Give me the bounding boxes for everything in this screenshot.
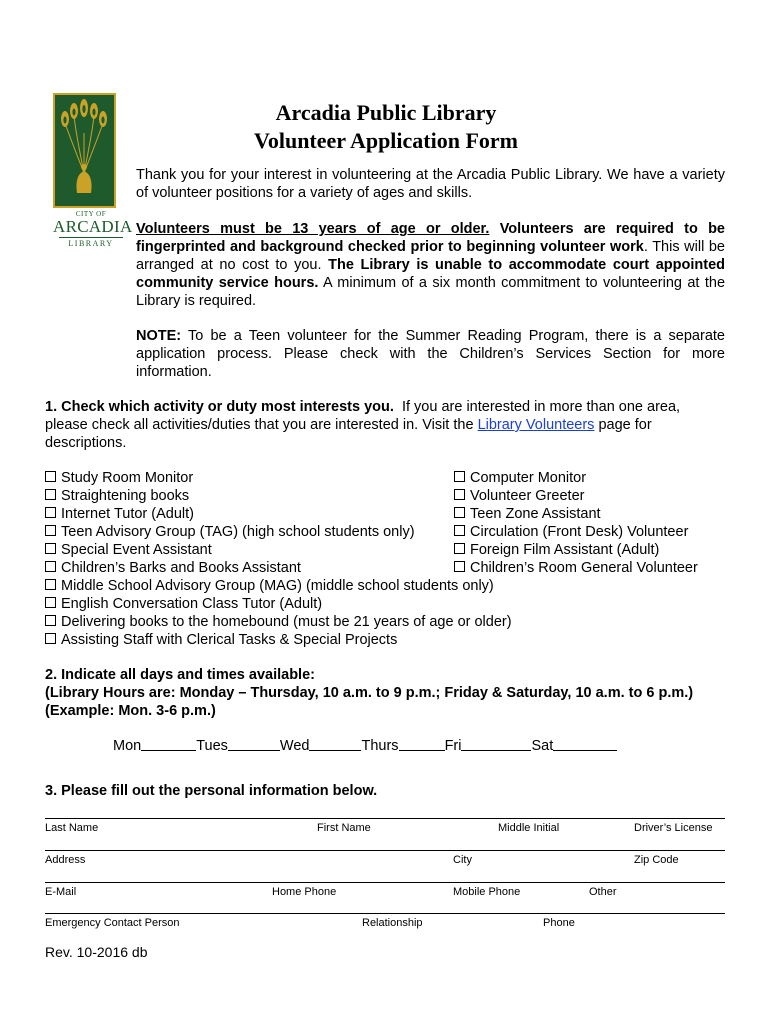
- checkbox-icon[interactable]: [454, 525, 465, 536]
- note-paragraph: [136, 327, 725, 381]
- fingerprint-requirement: Volunteers are required to be fingerprinted and background checked prior to beginning volunteer work: [136, 221, 725, 255]
- address-label: Address: [45, 854, 86, 866]
- option-clerical-tasks[interactable]: Assisting Staff with Clerical Tasks & Special Projects: [45, 631, 512, 649]
- option-middle-school-advisory[interactable]: Middle School Advisory Group (MAG) (middle school students only): [45, 577, 512, 595]
- checkbox-icon[interactable]: [45, 615, 56, 626]
- cost-text: . This will be arranged at no cost to you.: [136, 239, 725, 273]
- checkbox-icon[interactable]: [45, 489, 56, 500]
- city-label: City: [453, 854, 472, 866]
- library-logo: [53, 93, 116, 208]
- logo-wordmark: [53, 210, 133, 250]
- section1-text-end: page for descriptions.: [45, 417, 652, 451]
- court-hours-notice: The Library is unable to accommodate court appointed community service hours.: [136, 257, 726, 291]
- option-study-room-monitor[interactable]: Study Room Monitor: [45, 469, 512, 487]
- checkbox-icon[interactable]: [45, 471, 56, 482]
- availability-days: [113, 737, 617, 755]
- checkbox-icon[interactable]: [45, 597, 56, 608]
- option-teen-advisory-group[interactable]: Teen Advisory Group (TAG) (high school students only): [45, 523, 512, 541]
- logo-library: LIBRARY: [59, 237, 123, 250]
- option-english-conversation-tutor[interactable]: English Conversation Class Tutor (Adult): [45, 595, 512, 613]
- checkbox-icon[interactable]: [454, 471, 465, 482]
- day-tues-label: Tues: [196, 738, 228, 754]
- home-phone-label: Home Phone: [272, 886, 337, 898]
- checkbox-icon[interactable]: [454, 489, 465, 500]
- emergency-phone-label: Phone: [543, 917, 575, 929]
- checkbox-icon[interactable]: [454, 543, 465, 554]
- last-name-label: Last Name: [45, 822, 99, 834]
- checkbox-icon[interactable]: [454, 507, 465, 518]
- drivers-license-label: Driver’s License: [634, 822, 713, 834]
- availability-example: (Example: Mon. 3-6 p.m.): [45, 703, 216, 719]
- option-internet-tutor[interactable]: Internet Tutor (Adult): [45, 505, 512, 523]
- checkbox-icon[interactable]: [45, 543, 56, 554]
- revision-note: Rev. 10-2016 db: [45, 944, 148, 960]
- checkbox-icon[interactable]: [45, 579, 56, 590]
- relationship-label: Relationship: [362, 917, 423, 929]
- sat-input[interactable]: [553, 738, 617, 751]
- library-volunteers-link[interactable]: Library Volunteers: [477, 417, 595, 433]
- activity-options-left: [45, 469, 512, 649]
- day-wed-label: Wed: [279, 738, 310, 754]
- checkbox-icon[interactable]: [45, 561, 56, 572]
- library-hours: (Library Hours are: Monday – Thursday, 10 a.m. to 9 p.m.; Friday & Saturday, 10 a.m. to 6 p.m.): [45, 685, 694, 701]
- option-childrens-room-volunteer[interactable]: Children’s Room General Volunteer: [454, 559, 698, 577]
- thurs-input[interactable]: [399, 738, 445, 751]
- checkbox-icon[interactable]: [45, 525, 56, 536]
- wed-input[interactable]: [309, 738, 361, 751]
- middle-initial-label: Middle Initial: [498, 822, 560, 834]
- checkbox-icon[interactable]: [45, 507, 56, 518]
- section3-heading: 3. Please fill out the personal information below.: [45, 783, 378, 799]
- row2-line[interactable]: [45, 850, 725, 851]
- first-name-label: First Name: [317, 822, 371, 834]
- note-text: To be a Teen volunteer for the Summer Reading Program, there is a separate application process. Please check with the Children’s Services Section for more information.: [136, 328, 725, 380]
- checkbox-icon[interactable]: [45, 633, 56, 644]
- emergency-contact-label: Emergency Contact Person: [45, 917, 180, 929]
- option-teen-zone-assistant[interactable]: Teen Zone Assistant: [454, 505, 698, 523]
- section2-heading: 2. Indicate all days and times available:: [45, 667, 315, 683]
- option-barks-and-books[interactable]: Children’s Barks and Books Assistant: [45, 559, 512, 577]
- tues-input[interactable]: [228, 738, 280, 751]
- peacock-emblem-icon: [53, 93, 116, 208]
- activity-options-right: [454, 469, 698, 577]
- mobile-phone-label: Mobile Phone: [453, 886, 521, 898]
- section1-intro: [45, 398, 725, 452]
- logo-city-of: CITY OF: [75, 210, 107, 218]
- commitment-text: A minimum of a six month commitment to volunteering at the Library is required.: [136, 275, 726, 309]
- other-phone-label: Other: [589, 886, 617, 898]
- day-thurs-label: Thurs: [361, 738, 399, 754]
- day-mon-label: Mon: [113, 738, 142, 754]
- option-special-event-assistant[interactable]: Special Event Assistant: [45, 541, 512, 559]
- option-homebound-delivery[interactable]: Delivering books to the homebound (must be 21 years of age or older): [45, 613, 512, 631]
- option-computer-monitor[interactable]: Computer Monitor: [454, 469, 698, 487]
- checkbox-icon[interactable]: [454, 561, 465, 572]
- page-title: Arcadia Public Library: [275, 100, 497, 125]
- row4-line[interactable]: [45, 913, 725, 914]
- zip-code-label: Zip Code: [634, 854, 679, 866]
- row3-line[interactable]: [45, 882, 725, 883]
- page-subtitle: Volunteer Application Form: [253, 128, 518, 153]
- mon-input[interactable]: [141, 738, 196, 751]
- age-requirement: Volunteers must be 13 years of age or older.: [136, 221, 490, 237]
- day-sat-label: Sat: [531, 738, 554, 754]
- section1-text: If you are interested in more than one area, please check all activities/duties that you are interested in. Visit the: [45, 399, 681, 433]
- intro-paragraph: Thank you for your interest in volunteering at the Arcadia Public Library. We have a variety of volunteer positions for a variety of ages and skills.: [136, 167, 725, 201]
- section2: [45, 666, 725, 720]
- email-label: E-Mail: [45, 886, 77, 898]
- day-fri-label: Fri: [444, 738, 462, 754]
- fri-input[interactable]: [461, 738, 531, 751]
- row1-line[interactable]: [45, 818, 725, 819]
- option-circulation-volunteer[interactable]: Circulation (Front Desk) Volunteer: [454, 523, 698, 541]
- logo-city-name: ARCADIA: [53, 217, 133, 236]
- note-label: NOTE:: [136, 328, 182, 344]
- section1-heading: 1. Check which activity or duty most interests you.: [45, 399, 394, 415]
- requirements-paragraph: [136, 220, 725, 310]
- option-straightening-books[interactable]: Straightening books: [45, 487, 512, 505]
- option-foreign-film-assistant[interactable]: Foreign Film Assistant (Adult): [454, 541, 698, 559]
- option-volunteer-greeter[interactable]: Volunteer Greeter: [454, 487, 698, 505]
